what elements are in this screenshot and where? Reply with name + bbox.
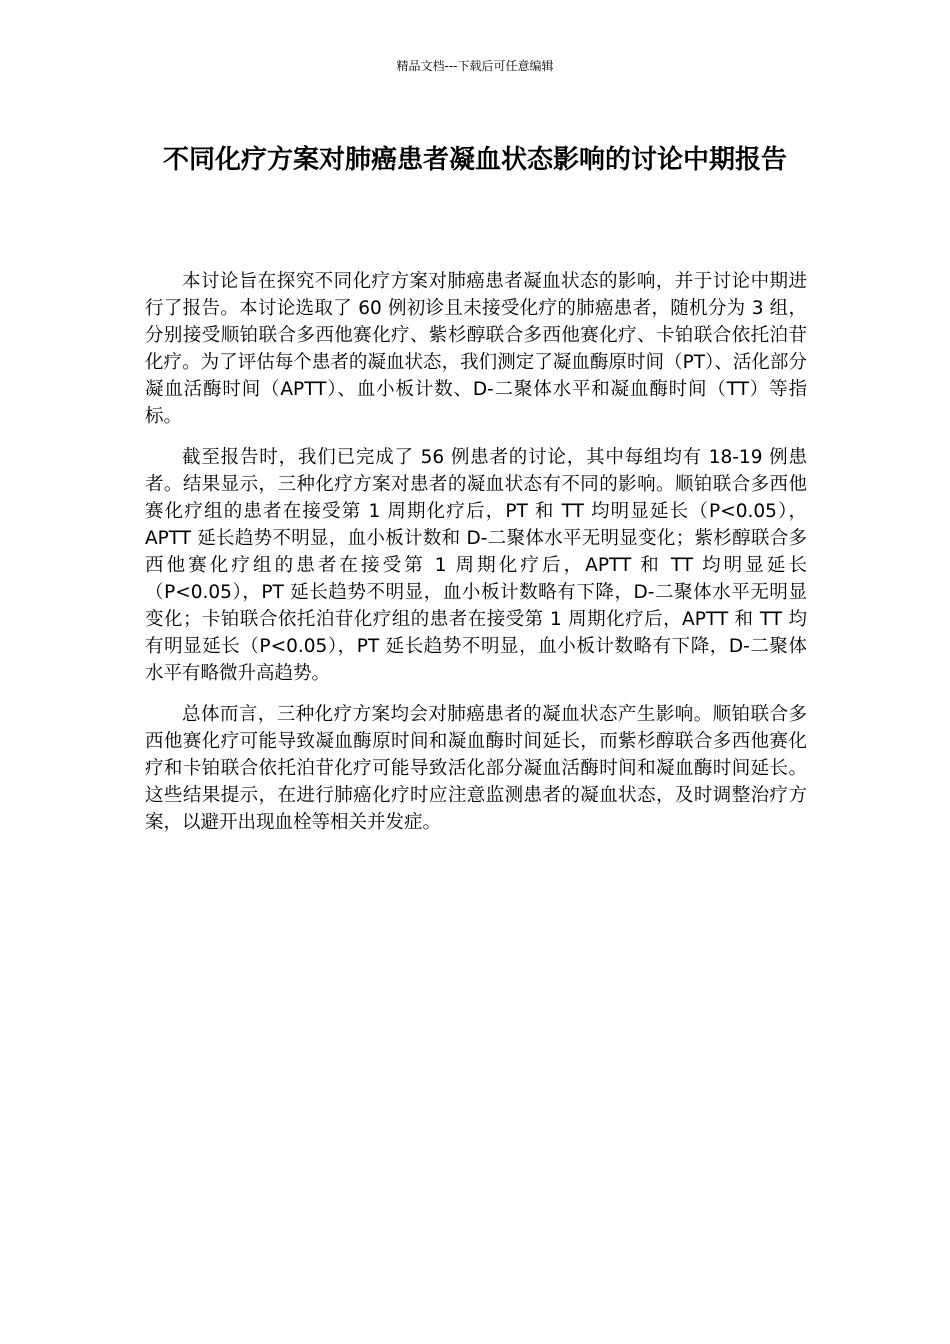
paragraph-conclusion: 总体而言，三种化疗方案均会对肺癌患者的凝血状态产生影响。顺铂联合多西他赛化疗可能导致凝血酶原时间和凝血酶时间延长，而紫杉醇联合多西他赛化疗和卡铂联合依托泊苷化疗可能导致活化部分凝血活酶时间和凝血酶时间延长。这些结果提示，在进行肺癌化疗时应注意监测患者的凝血状态，及时调整治疗方案，以避开出现血栓等相关并发症。 [145,704,807,833]
document-title: 不同化疗方案对肺癌患者凝血状态影响的讨论中期报告 [162,145,787,175]
document-body [145,268,807,850]
page-header: 精品文档---下载后可任意编辑 [396,59,554,73]
paragraph-introduction: 本讨论旨在探究不同化疗方案对肺癌患者凝血状态的影响，并于讨论中期进行了报告。本讨论选取了 60 例初诊且未接受化疗的肺癌患者，随机分为 3 组，分别接受顺铂联合多西他赛化疗、紫杉醇联合多西他赛化疗、卡铂联合依托泊苷化疗。为了评估每个患者的凝血状态，我们测定了凝血酶原时间（PT）、活化部分凝血活酶时间（APTT）、血小板计数、D-二聚体水平和凝血酶时间（TT）等指标。 [145,271,807,427]
paragraph-results: 截至报告时，我们已完成了 56 例患者的讨论，其中每组均有 18-19 例患者。结果显示，三种化疗方案对患者的凝血状态有不同的影响。顺铂联合多西他赛化疗组的患者在接受第 1 周期化疗后，PT 和 TT 均明显延长（P<0.05），APTT 延长趋势不明显，血小板计数和 D-二聚体水平无明显变化；紫杉醇联合多西他赛化疗组的患者在接受第 1 周期化疗后，APTT 和 TT 均明显延长（P<0.05），PT 延长趋势不明显，血小板计数略有下降，D-二聚体水平无明显变化；卡铂联合依托泊苷化疗组的患者在接受第 1 周期化疗后，APTT 和 TT 均有明显延长（P<0.05），PT 延长趋势不明显，血小板计数略有下降，D-二聚体水平有略微升高趋势。 [145,447,807,684]
